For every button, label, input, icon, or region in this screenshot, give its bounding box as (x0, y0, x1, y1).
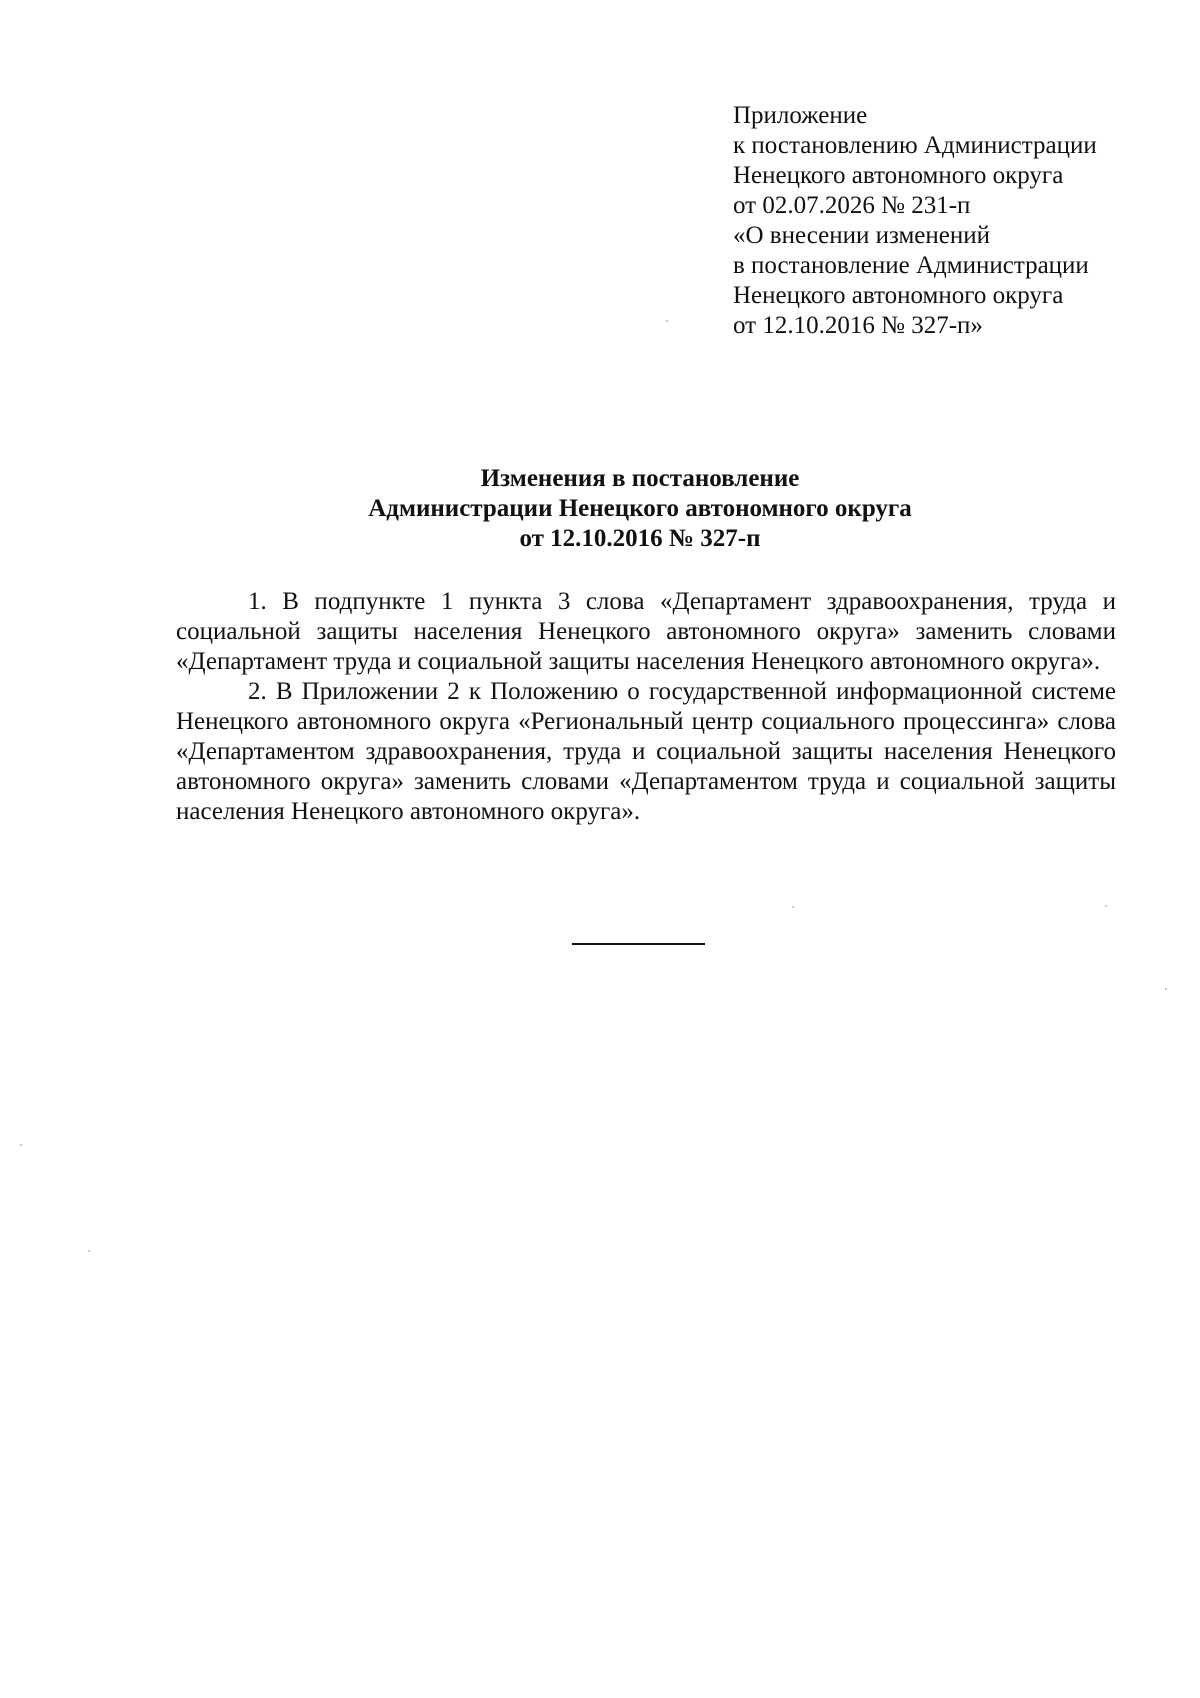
appendix-header-line: Приложение (733, 102, 868, 129)
appendix-header-line: от 12.10.2016 № 327-п» (733, 312, 983, 339)
scan-speck (1165, 988, 1167, 990)
appendix-header-line: «О внесении изменений (733, 222, 991, 249)
document-title-line: Изменения в постановление (480, 465, 800, 492)
end-divider-line (572, 943, 705, 945)
appendix-header-line: к постановлению Администрации (733, 132, 1097, 159)
appendix-header-line: в постановление Администрации (733, 252, 1089, 279)
scan-speck (666, 320, 668, 322)
body-paragraph: 1. В подпункте 1 пункта 3 слова «Департамент здравоохранения, труда и социальной защиты населения Ненецкого автономного округа» заменить словами «Департамент труда и социальной защиты населения Ненецкого автономного округа». (176, 588, 1116, 675)
body-paragraph: 2. В Приложении 2 к Положению о государственной информационной системе Ненецкого автономного округа «Региональный центр социального процессинга» слова «Департаментом здравоохранения, труда и социальной защиты населения Ненецкого автономного округа» заменить словами «Департаментом труда и социальной защиты населения Ненецкого автономного округа». (176, 678, 1116, 825)
appendix-header-line: Ненецкого автономного округа (733, 282, 1064, 309)
document-title (190, 464, 1090, 554)
document-title-line: Администрации Ненецкого автономного округа (368, 495, 912, 522)
scan-speck (792, 906, 794, 908)
scan-speck (1105, 905, 1107, 907)
scan-speck (20, 1144, 22, 1146)
scan-speck (88, 1250, 90, 1252)
document-body (176, 587, 1116, 827)
appendix-header (733, 101, 1173, 341)
appendix-header-line: от 02.07.2026 № 231-п (733, 192, 971, 219)
document-title-line: от 12.10.2016 № 327-п (519, 525, 761, 552)
appendix-header-line: Ненецкого автономного округа (733, 162, 1064, 189)
